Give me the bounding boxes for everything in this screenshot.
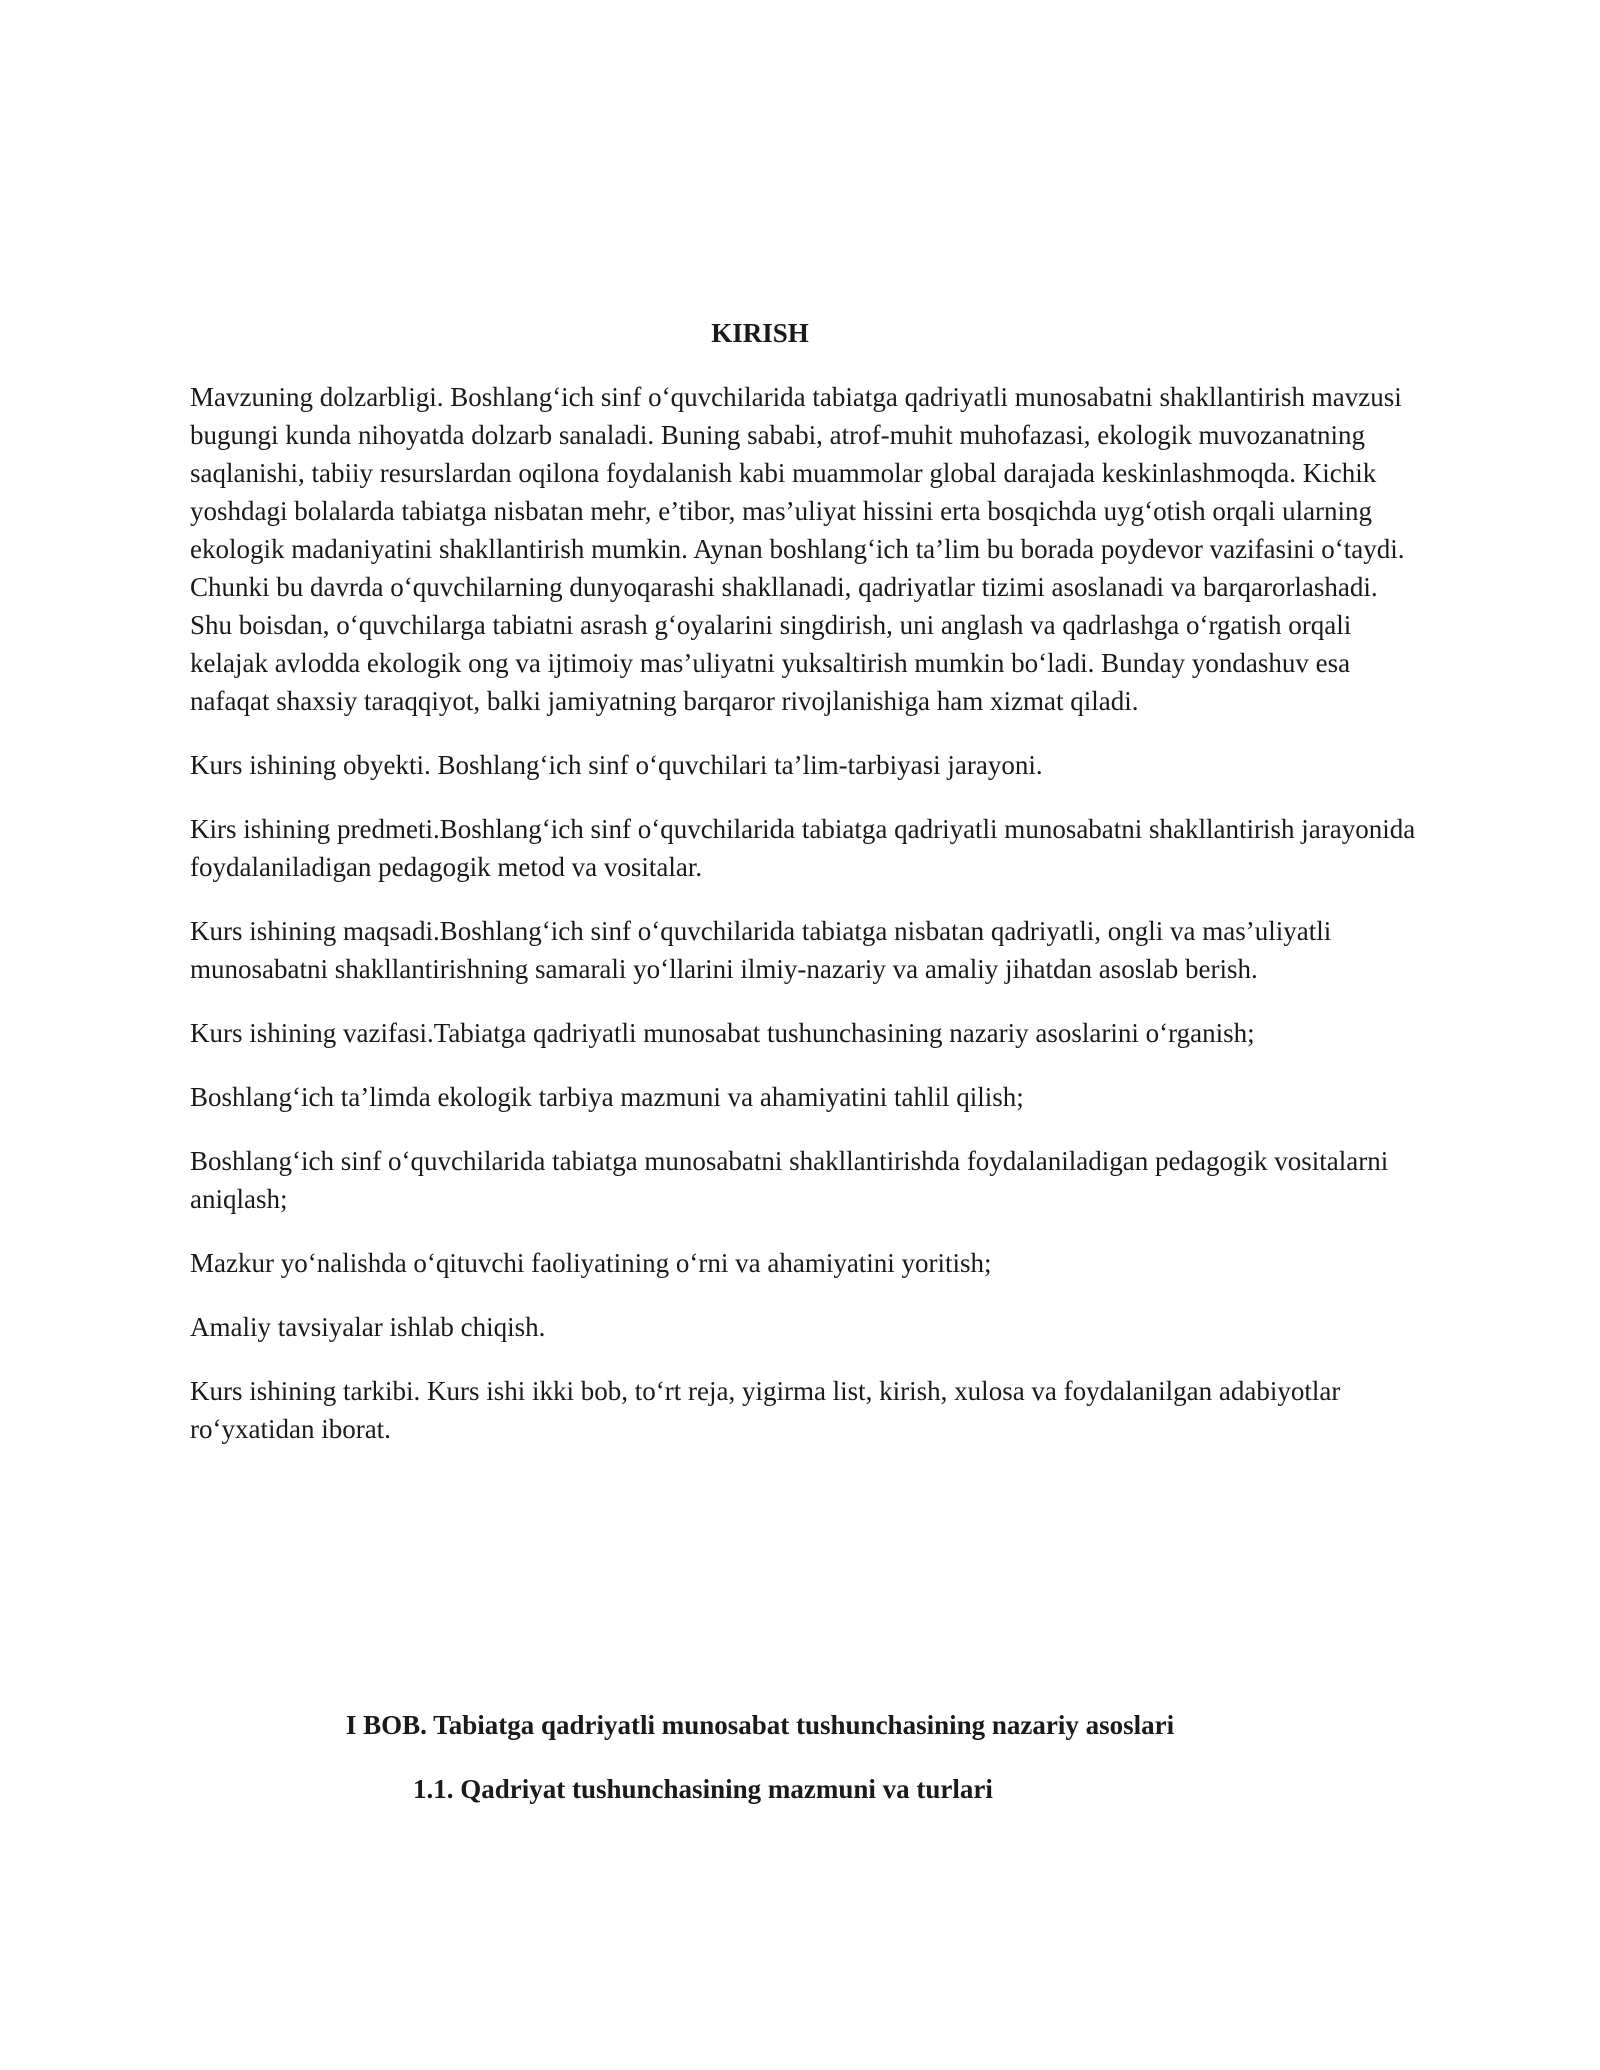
- paragraph-task-2: Boshlang‘ich ta’limda ekologik tarbiya mazmuni va ahamiyatini tahlil qilish;: [190, 1082, 1024, 1112]
- paragraph-object: Kurs ishining obyekti. Boshlang‘ich sinf o‘quvchilari ta’lim-tarbiyasi jarayoni.: [190, 750, 1043, 780]
- chapter-heading: I BOB. Tabiatga qadriyatli munosabat tushunchasining nazariy asoslari: [345, 1710, 1175, 1740]
- paragraph-structure: Kurs ishining tarkibi. Kurs ishi ikki bob, to‘rt reja, yigirma list, kirish, xulosa va foydalanilgan adabiyotlar ro‘yxatidan iborat.: [190, 1376, 1341, 1444]
- document-body: [190, 378, 1425, 1474]
- paragraph-task-3: Boshlang‘ich sinf o‘quvchilarida tabiatga munosabatni shakllantirishda foydalaniladigan pedagogik vositalarni aniqlash;: [190, 1146, 1389, 1214]
- paragraph-relevance: Mavzuning dolzarbligi. Boshlang‘ich sinf o‘quvchilarida tabiatga qadriyatli munosabatni shakllantirish mavzusi bugungi kunda nihoyatda dolzarb sanaladi. Buning sababi, atrof-muhit muhofazasi, ekologik muvozanatning saqlanishi, tabiiy resurslardan oqilona foydalanish kabi muammolar global darajada keskinlashmoqda. Kichik yoshdagi bolalarda tabiatga nisbatan mehr, e’tibor, mas’uliyat hissini erta bosqichda uyg‘otish orqali ularning ekologik madaniyatini shakllantirish mumkin. Aynan boshlang‘ich ta’lim bu borada poydevor vazifasini o‘taydi. Chunki bu davrda o‘quvchilarning dunyoqarashi shakllanadi, qadriyatlar tizimi asoslanadi va barqarorlashadi. Shu boisdan, o‘quvchilarga tabiatni asrash g‘oyalarini singdirish, uni anglash va qadrlashga o‘rgatish orqali kelajak avlodda ekologik ong va ijtimoiy mas’uliyatni yuksaltirish mumkin bo‘ladi. Bunday yondashuv esa nafaqat shaxsiy taraqqiyot, balki jamiyatning barqaror rivojlanishiga ham xizmat qiladi.: [190, 382, 1405, 716]
- paragraph-goal: Kurs ishining maqsadi.Boshlang‘ich sinf o‘quvchilarida tabiatga nisbatan qadriyatli, ongli va mas’uliyatli munosabatni shakllantirishning samarali yo‘llarini ilmiy-nazariy va amaliy jihatdan asoslab berish.: [190, 916, 1332, 984]
- section-heading: 1.1. Qadriyat tushunchasining mazmuni va turlari: [413, 1774, 993, 1804]
- paragraph-task-5: Amaliy tavsiyalar ishlab chiqish.: [190, 1312, 546, 1342]
- paragraph-subject: Kirs ishining predmeti.Boshlang‘ich sinf o‘quvchilarida tabiatga qadriyatli munosabatni shakllantirish jarayonida foydalaniladigan pedagogik metod va vositalar.: [190, 814, 1416, 882]
- paragraph-task-4: Mazkur yo‘nalishda o‘qituvchi faoliyatining o‘rni va ahamiyatini yoritish;: [190, 1248, 992, 1278]
- paragraph-tasks: Kurs ishining vazifasi.Tabiatga qadriyatli munosabat tushunchasining nazariy asoslarini o‘rganish;: [190, 1018, 1255, 1048]
- page-title: KIRISH: [711, 318, 809, 348]
